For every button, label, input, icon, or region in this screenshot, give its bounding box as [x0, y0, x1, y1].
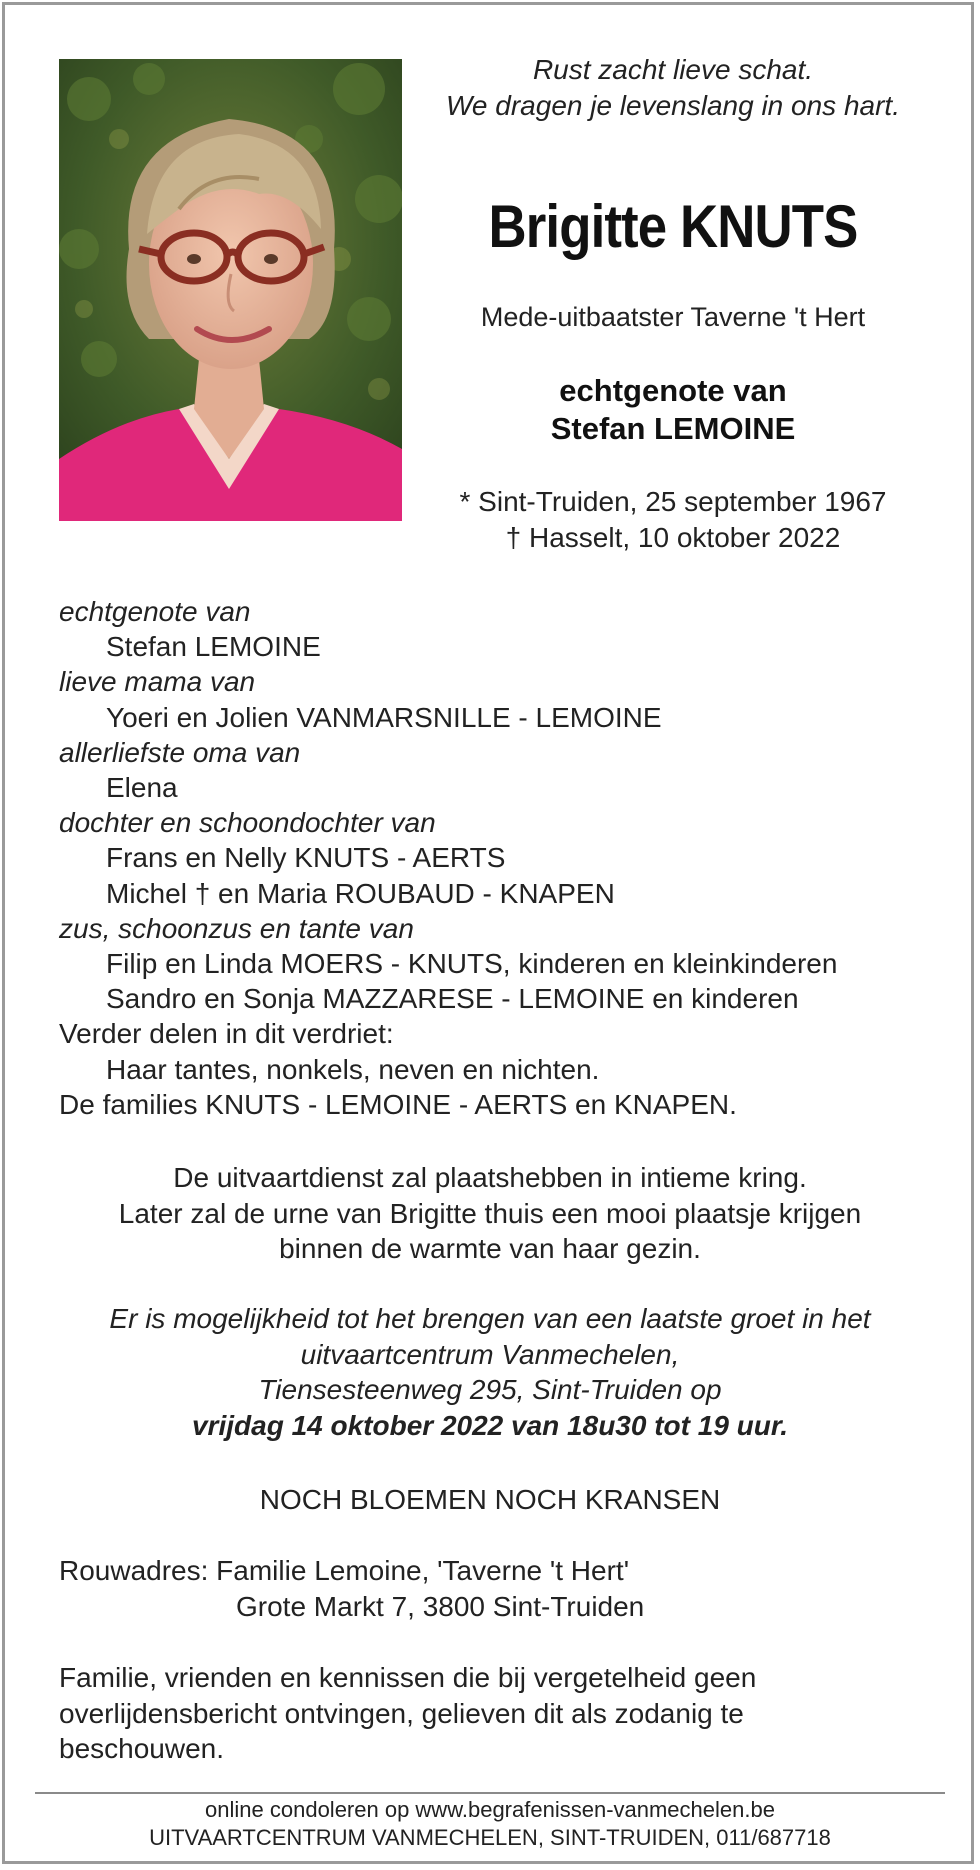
condolence-link-text: online condoleren op www.begrafenissen-vanmechelen.be	[205, 1797, 775, 1822]
spouse-label: echtgenote van	[559, 373, 787, 408]
life-dates	[412, 484, 934, 556]
service-notice	[40, 1160, 940, 1267]
relation-label: dochter en schoondochter van	[59, 807, 436, 839]
service-line-2: Later zal de urne van Brigitte thuis een mooi plaatsje krijgen	[118, 1197, 862, 1229]
relation-label: zus, schoonzus en tante van	[59, 912, 414, 944]
notice-line-1: Familie, vrienden en kennissen die bij vergetelheid geen	[59, 1662, 757, 1693]
flowers-notice: NOCH BLOEMEN NOCH KRANSEN	[259, 1484, 721, 1515]
address-line-2: Grote Markt 7, 3800 Sint-Truiden	[236, 1590, 645, 1622]
spouse-name: Stefan LEMOINE	[550, 411, 796, 446]
quote-line-1: Rust zacht lieve schat.	[532, 54, 814, 85]
portrait-photo	[59, 59, 402, 521]
relation-label: echtgenote van	[59, 596, 251, 627]
relation-name: De families KNUTS - LEMOINE - AERTS en KNAPEN.	[59, 1088, 737, 1120]
portrait-illustration	[59, 59, 402, 521]
visitation-notice	[40, 1301, 940, 1443]
visit-line-1: Er is mogelijkheid tot het brengen van een laatste groet in het	[109, 1303, 871, 1334]
relation-name: Haar tantes, nonkels, neven en nichten.	[106, 1053, 600, 1085]
service-line-1: De uitvaartdienst zal plaatshebben in intieme kring.	[173, 1162, 807, 1193]
address-line-1: Rouwadres: Familie Lemoine, 'Taverne 't Hert'	[59, 1555, 630, 1586]
relation-name: Frans en Nelly KNUTS - AERTS	[106, 842, 506, 874]
closing-notice	[59, 1660, 939, 1767]
relation-name: Sandro en Sonja MAZZARESE - LEMOINE en kinderen	[106, 983, 799, 1015]
spouse-heading	[412, 372, 934, 448]
relation-name: Elena	[106, 772, 178, 804]
relation-name: Verder delen in dit verdriet:	[59, 1018, 394, 1050]
relation-name: Yoeri en Jolien VANMARSNILLE - LEMOINE	[106, 701, 662, 733]
relation-label: allerliefste oma van	[59, 736, 301, 768]
notice-line-3: beschouwen.	[59, 1733, 225, 1764]
deceased-role: Mede-uitbaatster Taverne 't Hert	[480, 302, 866, 332]
visit-date-time: vrijdag 14 oktober 2022 van 18u30 tot 19 uur.	[191, 1409, 789, 1441]
family-list	[59, 594, 939, 1122]
memorial-quote	[412, 52, 934, 124]
mourning-address	[59, 1553, 939, 1624]
quote-line-2: We dragen je levenslang in ons hart.	[446, 90, 900, 121]
footer-divider	[35, 1792, 945, 1794]
relation-name: Filip en Linda MOERS - KNUTS, kinderen en kleinkinderen	[106, 948, 838, 980]
footer	[35, 1796, 945, 1852]
visit-line-3: Tiensesteenweg 295, Sint-Truiden op	[258, 1374, 722, 1405]
relation-name: Stefan LEMOINE	[106, 631, 321, 663]
visit-line-2: uitvaartcentrum Vanmechelen,	[300, 1338, 680, 1370]
funeral-home-info: UITVAARTCENTRUM VANMECHELEN, SINT-TRUIDEN, 011/687718	[149, 1825, 831, 1850]
service-line-3: binnen de warmte van haar gezin.	[279, 1233, 701, 1264]
birth-date: * Sint-Truiden, 25 september 1967	[459, 486, 887, 517]
notice-line-2: overlijdensbericht ontvingen, gelieven dit als zodanig te	[59, 1697, 744, 1729]
relation-label: lieve mama van	[59, 666, 256, 698]
deceased-name: Brigitte KNUTS	[488, 193, 858, 260]
relation-name: Michel † en Maria ROUBAUD - KNAPEN	[106, 877, 615, 909]
death-date: † Hasselt, 10 oktober 2022	[505, 522, 841, 553]
